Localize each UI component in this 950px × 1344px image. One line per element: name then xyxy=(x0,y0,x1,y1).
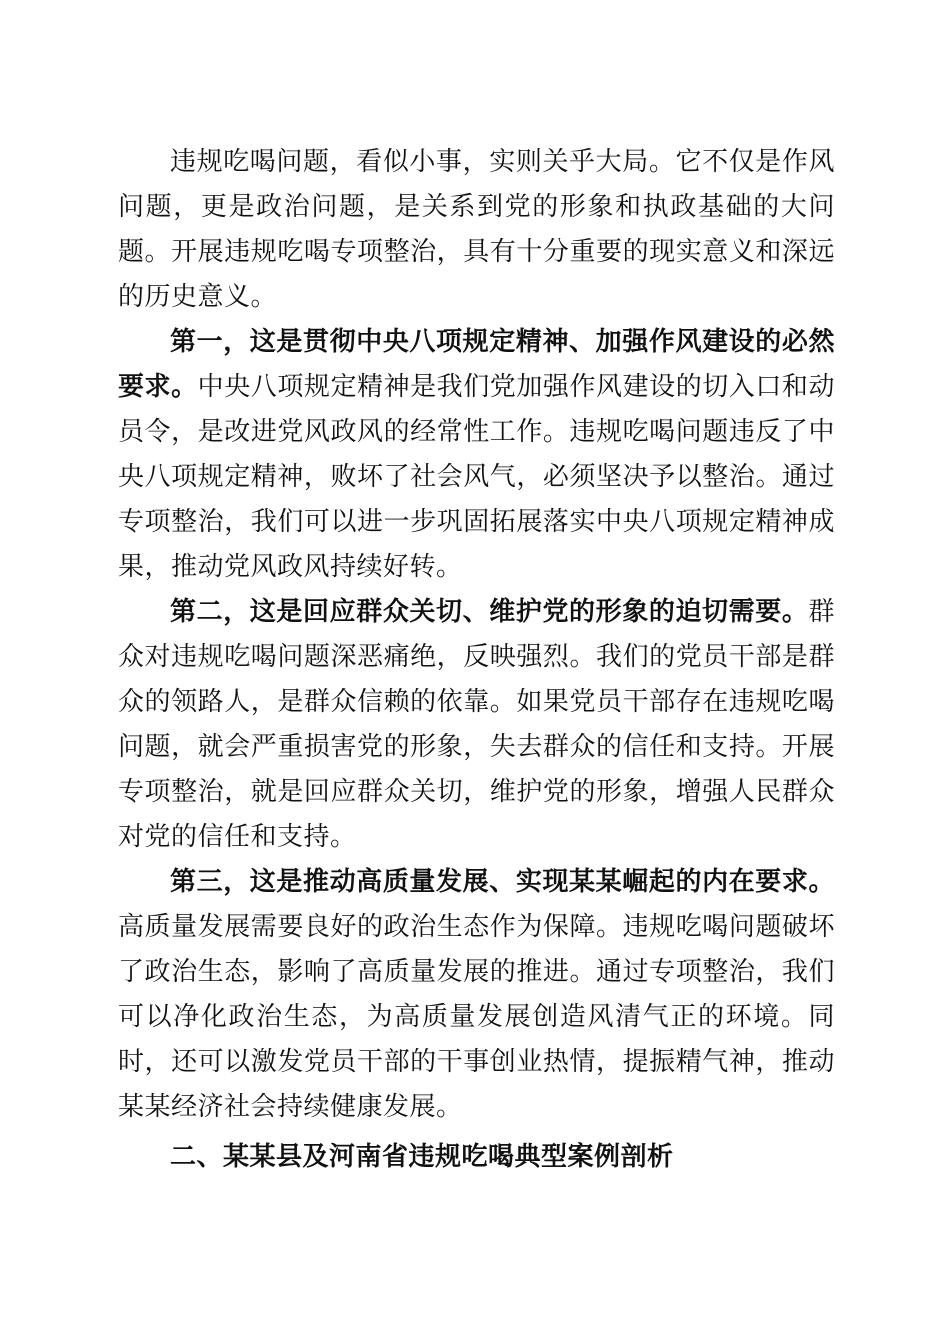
paragraph-lead: 第二，这是回应群众关切、维护党的形象的迫切需要。 xyxy=(170,597,809,627)
section-heading: 二、某某县及河南省违规吃喝典型案例剖析 xyxy=(170,1142,674,1172)
document-body xyxy=(118,140,835,1184)
paragraph-point-two xyxy=(118,590,835,860)
paragraph-text: 高质量发展需要良好的政治生态作为保障。违规吃喝问题破坏了政治生态，影响了高质量发展的推进。通过专项整治，我们可以净化政治生态，为高质量发展创造风清气正的环境。同时，还可以激发党员干部的干事创业热情，提振精气神，推动某某经济社会持续健康发展。 xyxy=(118,912,835,1122)
paragraph-point-one xyxy=(118,320,835,590)
paragraph-point-three xyxy=(118,860,835,1130)
paragraph-lead: 第三，这是推动高质量发展、实现某某崛起的内在要求。 xyxy=(170,867,835,897)
paragraph-lead: 第一，这是贯彻中央八项规定精神、加强作风建设的必然要求。 xyxy=(118,327,835,402)
paragraph-text: 违规吃喝问题，看似小事，实则关乎大局。它不仅是作风问题，更是政治问题，是关系到党的形象和执政基础的大问题。开展违规吃喝专项整治，具有十分重要的现实意义和深远的历史意义。 xyxy=(118,147,835,312)
paragraph-intro xyxy=(118,140,835,320)
paragraph-text: 群众对违规吃喝问题深恶痛绝，反映强烈。我们的党员干部是群众的领路人，是群众信赖的依靠。如果党员干部存在违规吃喝问题，就会严重损害党的形象，失去群众的信任和支持。开展专项整治，就是回应群众关切，维护党的形象，增强人民群众对党的信任和支持。 xyxy=(118,597,835,852)
paragraph-text: 中央八项规定精神是我们党加强作风建设的切入口和动员令，是改进党风政风的经常性工作。违规吃喝问题违反了中央八项规定精神，败坏了社会风气，必须坚决予以整治。通过专项整治，我们可以进一步巩固拓展落实中央八项规定精神成果，推动党风政风持续好转。 xyxy=(118,372,835,582)
